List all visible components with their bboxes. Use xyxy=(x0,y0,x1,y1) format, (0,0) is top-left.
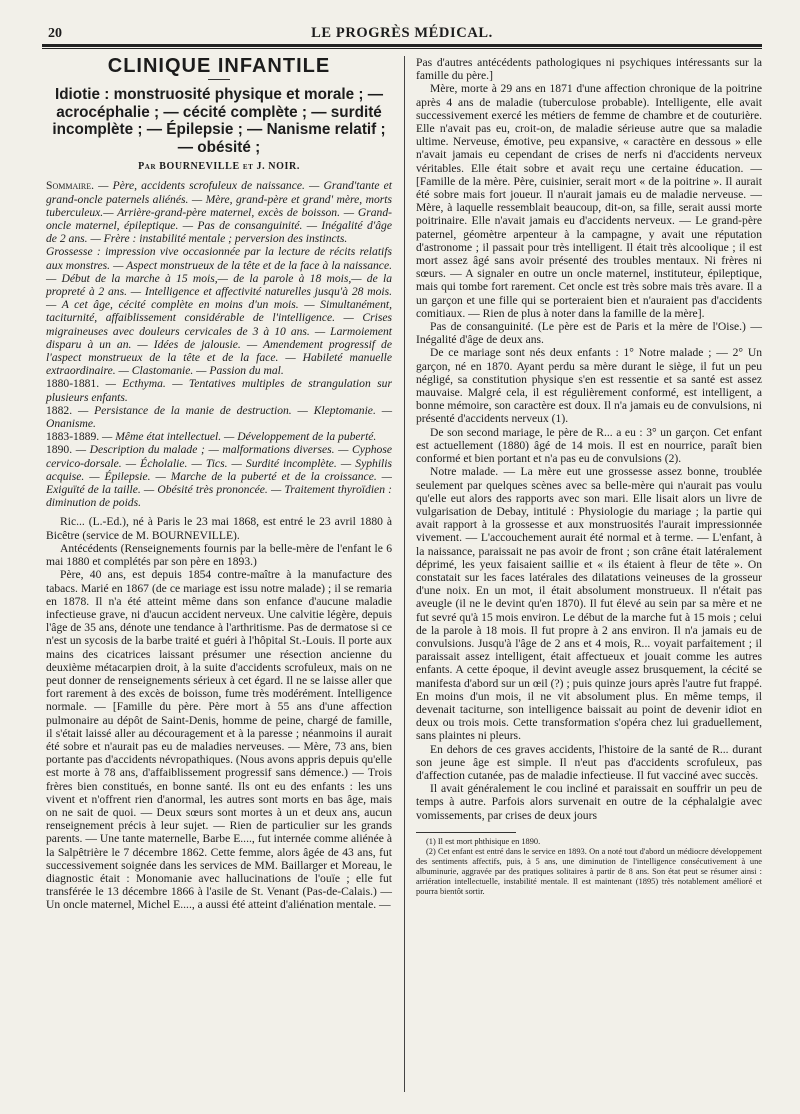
body-paragraph-mother: Mère, morte à 29 ans en 1871 d'une affection chronique de la poitrine après 4 ans de maladie (tuberculose probable). Intelligente, elle avait successivement exercé les métiers de femme de chambre et de couturière. Elle n'avait pas eu, croit-on, de maladie sérieuse autre que sa maladie ultime. Nerveuse, émotive, peu expansive, « caractère en dessous » elle n'avait jamais eu cependant de crises de nerfs ni d'accidents nerveux véritables. Elle était sobre et avait reçu une certaine éducation. — [Famille de la mère. Père, cuisinier, serait mort « de la poitrine ». Il aurait été sobre mais fort joueur. Il n'aurait jamais eu de maladie nerveuse. — Mère, à laquelle ressemblait beaucoup, dit-on, sa fille, serait aussi morte poitrinaire. Elle n'avait jamais eu d'accidents nerveux. — Le grand-père paternel, géomètre arpenteur à la campagne, y avait une réputation d'astronome ; il passait pour très intelligent. Il était très alcoolique ; il est mort assez âgé sans avoir présenté des troubles mentaux. Ni frères ni sœurs. — A signaler en outre un oncle maternel, instituteur, épileptique, mais qui tombe fort rarement. Cet oncle est très sobre mais très avare. Il a un garçon et une fille qui se porteraient bien et n'auraient pas d'accidents comitiaux. — Rien de plus à noter dans la famille de la mère]. xyxy=(416,82,762,320)
header-rule-thin xyxy=(42,48,762,49)
sommaire-paragraph-5 xyxy=(46,430,392,443)
body-paragraph-neck: Il avait généralement le cou incliné et paraissait en souffrir un peu de temps à autre. Parfois alors survenait en outre de la céphalalgie avec vomissements, par crises de deux jours xyxy=(416,782,762,822)
byline-conjunction: et xyxy=(242,161,254,173)
sommaire-text-1: — Père, accidents scrofuleux de naissance. — Grand'tante et grand-oncle paternels aliénés. — Mère, grand-père et grand' mère, morts tuberculeux.— Arrière-grand-père maternel, excès de boisson. — Grand-oncle maternel, épileptique. — Pas de consanguinité. — Inégalité d'âge de 2 ans. — Frère : instabilité mentale ; perversion des instincts. xyxy=(46,179,392,246)
body-paragraph-consanguinity: Pas de consanguinité. (Le père est de Paris et la mère de l'Oise.) — Inégalité d'âge de deux ans. xyxy=(416,320,762,347)
body-paragraph-health: En dehors de ces graves accidents, l'histoire de la santé de R... durant son jeune âge est simple. Il n'eut pas d'accidents scrofuleux, pas d'affection cutanée, pas de maladie infectieuse. Il fut vacciné avec succès. xyxy=(416,742,762,782)
journal-title: LE PROGRÈS MÉDICAL. xyxy=(311,25,493,41)
body-paragraph-father-end: Pas d'autres antécédents pathologiques ni psychiques intéressants sur la famille du père.] xyxy=(416,56,762,83)
left-column xyxy=(46,56,392,912)
byline-author-2: J. NOIR. xyxy=(256,161,300,173)
body-paragraph-patient: Notre malade. — La mère eut une grossesse assez bonne, troublée seulement par quelques scènes avec sa belle-mère qui n'aurait pas voulu qu'elle eut alors des rapports avec son mari. Elle lisait alors un livre de vulgarisation de Debay, intitulé : Physiologie du mariage ; la partie qui avait rapport à la grossesse et aux monstruosités l'aurait impressionnée vivement. — L'accouchement aurait été normal et à terme. — L'enfant, à la naissance, paraissait ne pas avoir de front ; son crâne était latéralement déprimé, les yeux faisaient saillie et « ils étaient à fleur de tête ». On constatait sur les faces latérales des dilatations veineuses de la grosseur d'une noix. En un mot, il était absolument monstrueux. Il n'était pas aveugle (il ne le devint qu'en 1870). Il fut élevé au sein par sa mère et ne fut sevré qu'à 15 mois environ. Le début de la marche fut à 15 mois ; celui de la parole à 18 mois. Il fut propre à 2 ans environ. Il n'a jamais eu de convulsions. Jusqu'à l'âge de 2 ans et 4 mois, R... voyait parfaitement ; il paraissait assez intelligent, était affectueux et jouait comme les autres enfants. A cette époque, il devint aveugle assez brusquement, la cécité se manifesta d'abord sur un œil (?) ; puis quinze jours après l'autre fut frappé. En moins d'un mois, il ne vit absolument plus. En même temps, il devenait taciturne, son intelligence baissait au point de devenir idiot en deux ou trois mois. Cette transformation s'opéra chez lui graduellement, sans plaintes ni pleurs. xyxy=(416,465,762,743)
byline-prefix: Par xyxy=(138,161,157,173)
body-paragraph-children: De ce mariage sont nés deux enfants : 1° Notre malade ; — 2° Un garçon, né en 1870. Ayant perdu sa mère durant le siège, il fut un peu négligé, sa constitution physique s'en est ressentie et sa santé est assez mauvaise. Malgré cela, il est régulièrement conformé, est intelligent, a bonne mémoire, son caractère est doux. Il n'a jamais eu de convulsions, ni présenté d'accidents nerveux (1). xyxy=(416,346,762,426)
sommaire-paragraph-2: Grossesse : impression vive occasionnée par la lecture de récits relatifs aux monstres. — Aspect monstrueux de la tête et de la face à la naissance.— Début de la marche à 15 mois,— de la parole à 18 mois,— de la propreté à 2 ans. — Intelligence et affectivité naturelles jusqu'à 28 mois. — A cet âge, cécité complète en moins d'un mois. — Simultanément, taciturnité, affaiblissement considérable de l'intelligence. — Crises migraineuses avec douleurs cervicales de 3 à 10 ans. — Larmoiement disparu à un an. — Idées de jalousie. — Amendement progressif de l'aspect monstrueux de la tête et de la face. — Habileté manuelle extraordinaire. — Clastomanie. — Passion du mal. xyxy=(46,245,392,378)
section-title: CLINIQUE INFANTILE xyxy=(107,55,331,77)
sommaire-date-4: 1890. xyxy=(46,443,73,457)
sommaire-date-2: 1882. xyxy=(46,403,73,417)
footnote-1: (1) Il est mort phthisique en 1890. xyxy=(426,836,541,846)
sommaire-text-6: — Description du malade ; — malformations diverses. — Cyphose cervico-dorsale. — Écholalie. — Tics. — Surdité incomplète. — Syphilis acquise. — Épilepsie. — Marche de la puberté et de la croissance. — Exiguïté de la taille. — Obésité très prononcée. — Traitement thyroïdien : diminution de poids. xyxy=(46,443,392,510)
sommaire-paragraph-1 xyxy=(46,179,392,245)
article-title: Idiotie : monstruosité physique et morale ; — acrocéphalie ; — cécité complète ; — surdité incomplète ; — Épilepsie ; — Nanisme relatif ; — obésité ; xyxy=(52,86,386,156)
sommaire-paragraph-3 xyxy=(46,377,392,403)
body-paragraph-antecedents: Antécédents (Renseignements fournis par la belle-mère de l'enfant le 6 mai 1880 et complétés par son père en 1893.) xyxy=(46,541,392,569)
sommaire-paragraph-6 xyxy=(46,443,392,509)
running-header xyxy=(42,22,762,42)
byline-author-1: BOURNEVILLE xyxy=(159,161,240,173)
body-paragraph-father: Père, 40 ans, est depuis 1854 contre-maître à la manufacture des tabacs. Marié en 1867 (de ce mariage est issu notre malade) ; il se remaria en 1878. Il n'a été atteint même dans son enfance d'aucune maladie infectieuse grave, ni d'aucun accident nerveux. Une calvitie légère, depuis l'âge de 35 ans, dénote une tendance à l'arthritisme. Pas de dermatose si ce n'est un sycosis de la barbe traité et guéri à l'hôpital St.-Louis. Il porte aux mains des cicatrices laissant présumer une résection ancienne du deuxième métacarpien droit, à la suite d'accidents scrofuleux, mais on ne peut donner de renseignements sérieux à cet égard. Il ne se laisse aller que fort rarement à des excès de boisson, fume très modérément. Intelligence normale. — [Famille du père. Père mort à 55 ans d'une affection pulmonaire au dépôt de Saint-Denis, homme de peine, chargé de famille, il s'était laissé aller au découragement et à la paresse ; néanmoins il aurait été sobre et n'aurait pas eu de maladies nerveuses. — Mère, 73 ans, bien portante pas d'accidents névropathiques. (Nous avons appris depuis qu'elle est morte à 78 ans, d'affaiblissement progressif sans démence.) — Trois frères bien constitués, en bonne santé. Ils ont eu des enfants : les uns vivent et n'offrent rien d'anormal, les autres sont morts en bas âge, mais on ne sait de quoi. — Deux sœurs sont mortes à un et deux ans, aucun renseignement précis à leur sujet. — Rien de particulier sur les grands parents. — Une tante maternelle, Barbe E...., fut internée comme aliénée à la Salpêtrière le 7 décembre 1862. Cette femme, alors âgée de 43 ans, fut successivement soignée dans les services de MM. Baillarger et Moreau, le diagnostic était : Monomanie avec hallucinations de l'ouïe ; elle fut transférée le 13 décembre 1866 à l'asile de St. Venant (Pas-de-Calais.) — Un oncle maternel, Michel E...., a aussi été atteint d'aliénation mentale. — xyxy=(46,568,392,912)
sommaire-paragraph-4 xyxy=(46,404,392,430)
sommaire-label: Sommaire. xyxy=(46,179,95,193)
header-rule-thick xyxy=(42,44,762,47)
sommaire-date-1: 1880-1881. xyxy=(46,377,100,391)
byline xyxy=(46,160,392,173)
footnote-rule xyxy=(416,832,516,833)
body-paragraph-second-marriage: De son second mariage, le père de R... a eu : 3° un garçon. Cet enfant est actuellement (1880) âgé de 14 mois. Il est en nourrice, paraît bien conformé et bien portant et n'a pas eu de convulsions (2). xyxy=(416,425,762,466)
sommaire-text-3: — Ecthyma. — Tentatives multiples de strangulation sur plusieurs enfants. xyxy=(46,377,392,404)
page-number: 20 xyxy=(48,26,62,41)
right-column xyxy=(416,56,762,897)
footnote-2: (2) Cet enfant est entré dans le service en 1893. On a noté tout d'abord un médiocre développement des sentiments affectifs, puis, à 5 ans, une diminution de l'intelligence consécutivement à une albuminurie, aggravée par des pratiques solitaires à partir de 8 ans. Son état peut se résumer ainsi : arriération intellectuelle, instabilité mentale. Il est maintenant (1895) très notablement amélioré et pourra bientôt sortir. xyxy=(416,846,762,896)
column-divider xyxy=(404,56,405,1092)
sommaire-text-5: — Même état intellectuel. — Développement de la puberté. xyxy=(99,430,377,444)
sommaire-text-4: — Persistance de la manie de destruction. — Kleptomanie. — Onanisme. xyxy=(46,403,392,431)
body-paragraph-intro: Ric... (L.-Ed.), né à Paris le 23 mai 1868, est entré le 23 avril 1880 à Bicêtre (service de M. BOURNEVILLE). xyxy=(46,515,392,542)
sommaire-date-3: 1883-1889. xyxy=(46,430,100,444)
title-rule xyxy=(208,79,230,80)
